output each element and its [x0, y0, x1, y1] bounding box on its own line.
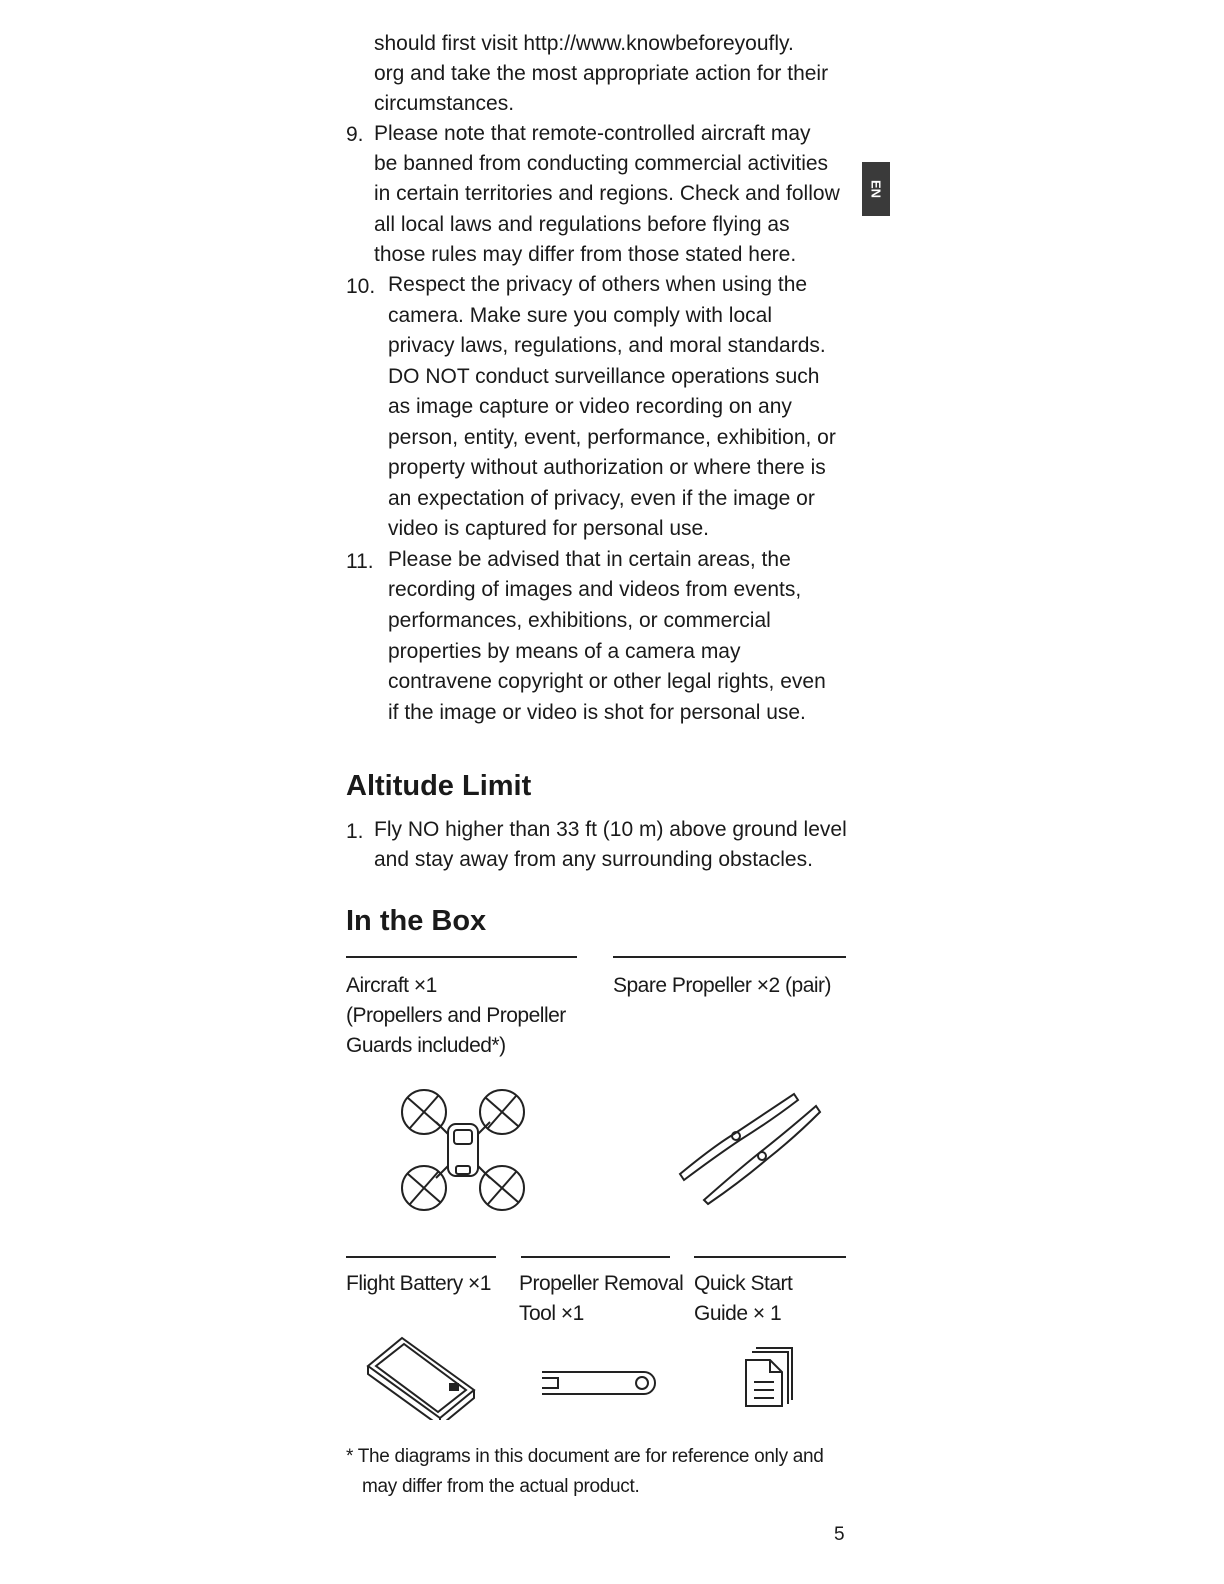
divider	[521, 1256, 670, 1258]
text-line: Fly NO higher than 33 ft (10 m) above ground level	[374, 818, 847, 841]
text-line: Respect the privacy of others when using the	[388, 273, 808, 296]
text-line: privacy laws, regulations, and moral standards.	[388, 334, 826, 357]
text-line: camera. Make sure you comply with local	[388, 304, 772, 327]
divider	[346, 1256, 496, 1258]
text-line: Guards included*)	[346, 1034, 506, 1057]
text-line: as image capture or video recording on any	[388, 395, 792, 418]
spare-propeller-label: Spare Propeller ×2 (pair)	[613, 974, 832, 997]
text-line: those rules may differ from those stated here.	[374, 243, 797, 266]
text-line: Please note that remote-controlled aircraft may	[374, 122, 811, 145]
item-number: 9.	[346, 123, 364, 146]
text-line: performances, exhibitions, or commercial	[388, 609, 771, 632]
text-line: DO NOT conduct surveillance operations such	[388, 365, 820, 388]
text-line: and stay away from any surrounding obstacles.	[374, 848, 813, 871]
in-the-box-heading: In the Box	[346, 905, 487, 937]
text-line: video is captured for personal use.	[388, 517, 710, 540]
page-number: 5	[834, 1524, 845, 1545]
text-line: should first visit http://www.knowbeforeyoufly.	[374, 32, 794, 55]
text-line: Please be advised that in certain areas, the	[388, 548, 791, 571]
text-line: recording of images and videos from events,	[388, 578, 802, 601]
text-line: (Propellers and Propeller	[346, 1004, 566, 1027]
divider	[694, 1256, 846, 1258]
text-line: be banned from conducting commercial activities	[374, 152, 829, 175]
text-line: an expectation of privacy, even if the image or	[388, 487, 815, 510]
language-tab: EN	[862, 162, 890, 216]
text-line: Quick Start	[694, 1272, 793, 1295]
aircraft-illustration	[396, 1084, 530, 1216]
flight-battery-label: Flight Battery ×1	[346, 1272, 491, 1295]
text-line: all local laws and regulations before flying as	[374, 213, 790, 236]
text-line: person, entity, event, performance, exhibition, or	[388, 426, 836, 449]
text-line: Guide × 1	[694, 1302, 782, 1325]
text-line: in certain territories and regions. Check and follow	[374, 182, 840, 205]
text-line: may differ from the actual product.	[362, 1476, 640, 1497]
spare-propeller-illustration	[674, 1090, 822, 1206]
text-line: Propeller Removal	[519, 1272, 684, 1295]
text-line: circumstances.	[374, 92, 515, 115]
altitude-heading: Altitude Limit	[346, 770, 532, 802]
item-number: 1.	[346, 820, 364, 843]
text-line: * The diagrams in this document are for reference only and	[346, 1446, 824, 1467]
text-line: properties by means of a camera may	[388, 640, 741, 663]
quick-start-guide-icon	[744, 1346, 796, 1408]
text-line: if the image or video is shot for personal use.	[388, 701, 806, 724]
item-number: 11.	[346, 550, 374, 573]
flight-battery-illustration	[366, 1336, 478, 1420]
propeller-removal-tool-illustration	[540, 1368, 656, 1398]
text-line: org and take the most appropriate action for their	[374, 62, 829, 85]
divider	[346, 956, 577, 958]
divider	[613, 956, 846, 958]
text-line: contravene copyright or other legal rights, even	[388, 670, 826, 693]
text-line: Aircraft ×1	[346, 974, 437, 997]
item-number: 10.	[346, 275, 376, 298]
text-line: Tool ×1	[519, 1302, 584, 1325]
text-line: property without authorization or where there is	[388, 456, 826, 479]
